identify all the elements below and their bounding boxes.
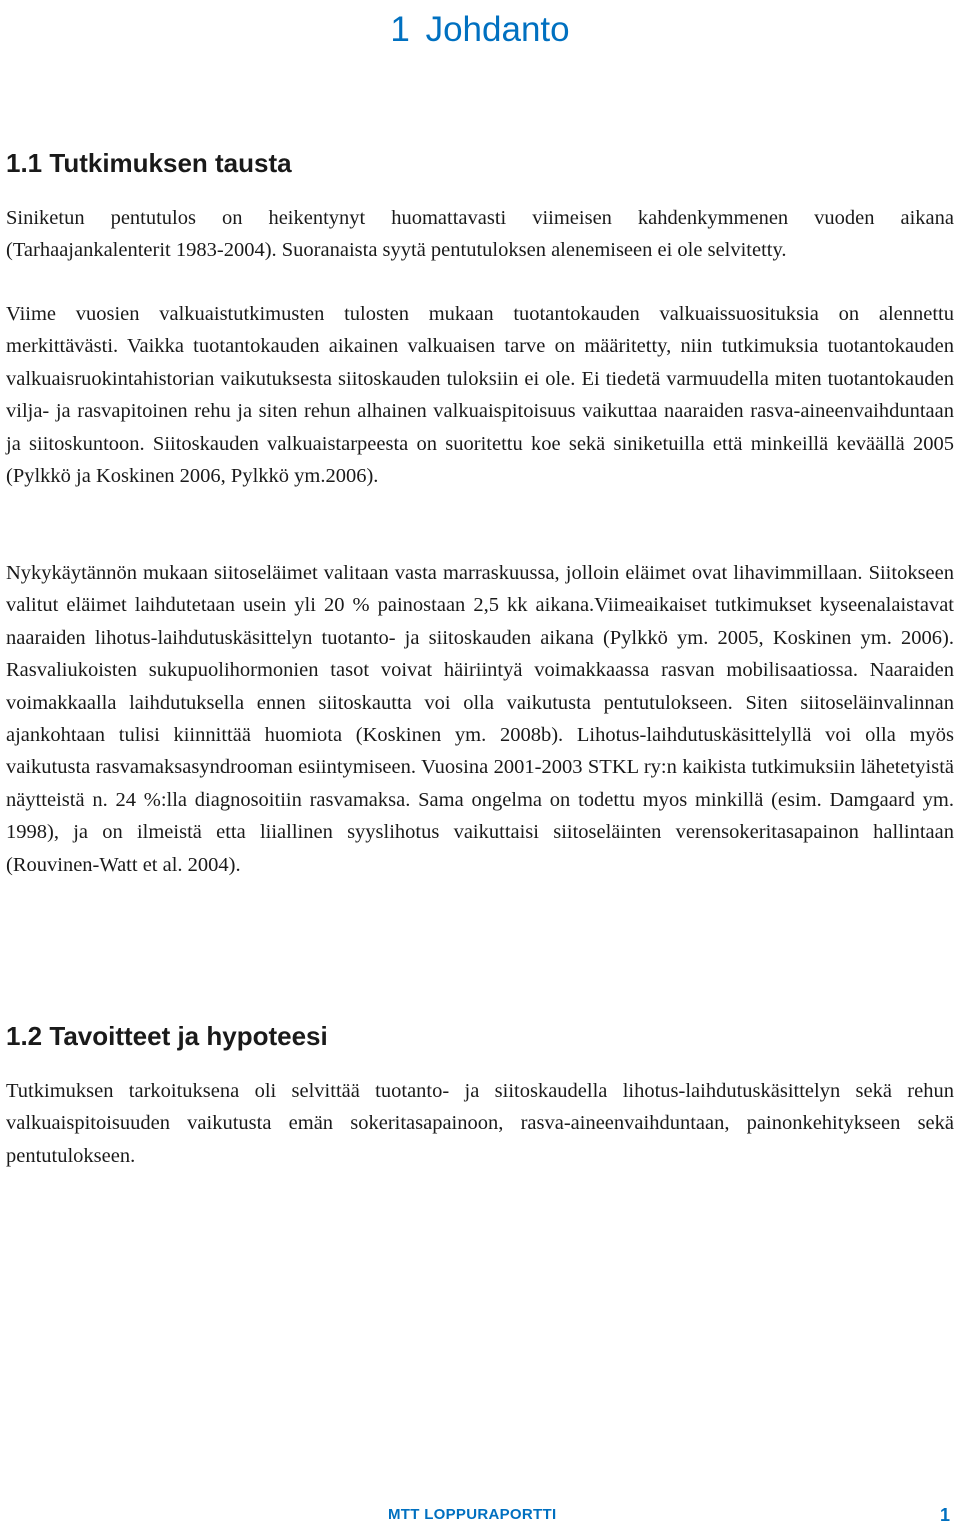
section-heading-background: 1.1 Tutkimuksen tausta bbox=[6, 148, 292, 178]
footer-page-number: 1 bbox=[940, 1505, 951, 1525]
paragraph-background-1: Siniketun pentutulos on heikentynyt huomattavasti viimeisen kahdenkymmenen vuoden aikana (Tarhaajankalenterit 1983-2004). Suoranaista syytä pentutuloksen alenemiseen ei ole selvitetty. bbox=[6, 207, 954, 262]
paragraph-goals-1: Tutkimuksen tarkoituksena oli selvittää tuotanto- ja siitoskaudella lihotus-laihdutuskäsittelyn sekä rehun valkuaispitoisuuden vaikutusta emän sokeritasapainoon, rasva-aineenvaihduntaan, painonkehitykseen sekä pentutulokseen. bbox=[6, 1080, 954, 1167]
chapter-title: 1 Johdanto bbox=[390, 10, 570, 49]
section-heading-goals: 1.2 Tavoitteet ja hypoteesi bbox=[6, 1021, 328, 1051]
paragraph-background-2: Viime vuosien valkuaistutkimusten tulosten mukaan tuotantokauden valkuaissuosituksia on alennettu merkittävästi. Vaikka tuotantokauden aikainen valkuaisen tarve on määritetty, niin tutkimuksia tuotantokauden valkuaisruokintahistorian vaikutuksesta siitoskauden tuloksiin ei ole. Ei tiedetä varmuudella miten tuotantokauden vilja- ja rasvapitoinen rehu ja siten rehun alhainen valkuaispitoisuus vaikuttaa naaraiden rasva-aineenvaihduntaan ja siitoskuntoon. Siitoskauden valkuaistarpeesta on suoritettu koe sekä siniketuilla että minkeillä keväällä 2005 (Pylkkö ja Koskinen 2006, Pylkkö ym.2006). bbox=[6, 303, 954, 488]
footer-report-label: MTT LOPPURAPORTTI bbox=[388, 1506, 557, 1523]
paragraph-background-3: Nykykäytännön mukaan siitoseläimet valitaan vasta marraskuussa, jolloin eläimet ovat lihavimmillaan. Siitokseen valitut eläimet laihdutetaan usein yli 20 % painostaan 2,5 kk aikana.Viimeaikaiset tutkimukset kyseenalaistavat naaraiden lihotus-laihdutuskäsittelyn tuotanto- ja siitoskauden aikana (Pylkkö ym. 2005, Koskinen ym. 2006). Rasvaliukoisten sukupuolihormonien tasot voivat häiriintyä voimakkaassa rasvan mobilisaatiossa. Naaraiden voimakkaalla laihdutuksella ennen siitoskautta voi olla vaikutusta pentutulokseen. Siten siitoseläinvalinnan ajankohtaan tulisi kiinnittää huomiota (Koskinen ym. 2008b). Lihotus-laihdutuskäsittelyllä voi olla myös vaikutusta rasvamaksasyndrooman esiintymiseen. Vuosina 2001-2003 STKL ry:n kaikista tutkimuksiin lähetetyistä näytteistä n. 24 %:lla diagnosoitiin rasvamaksa. Sama ongelma on todettu myos minkillä (esim. Damgaard ym. 1998), ja on ilmeistä etta liiallinen syyslihotus vaikuttaisi siitoseläinten verensokeritasapainon hallintaan (Rouvinen-Watt et al. 2004). bbox=[6, 562, 954, 876]
